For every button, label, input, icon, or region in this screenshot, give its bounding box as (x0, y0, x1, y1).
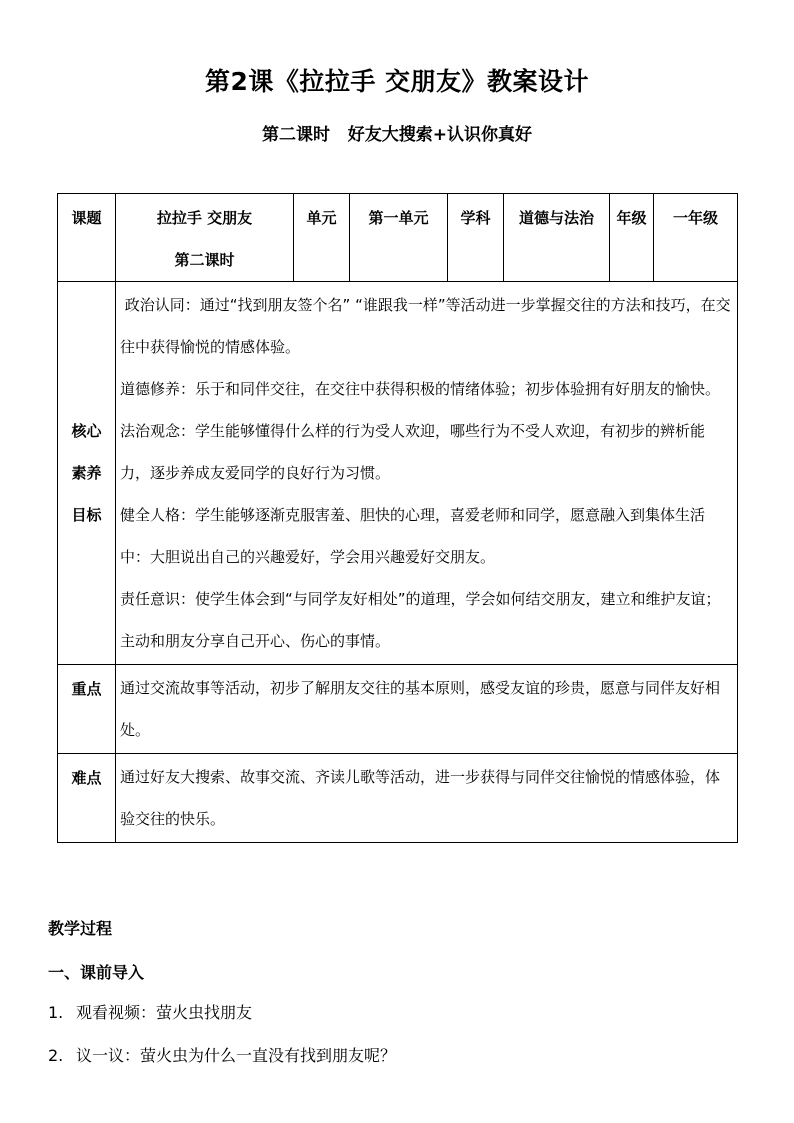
key-point-label: 重点 (58, 665, 116, 754)
core-paragraph-moral: 道德修养：乐于和同伴交往，在交往中获得积极的情绪体验；初步体验拥有好朋友的愉快。 (120, 380, 721, 398)
grade-value: 一年级 (654, 194, 738, 282)
core-label (58, 282, 116, 665)
page-subtitle: 第二课时 好友大搜索+认识你真好 (262, 125, 532, 145)
difficulty-text: 通过好友大搜索、故事交流、齐读儿歌等活动，进一步获得与同伴交往愉悦的情感体验，体验交往的快乐。 (116, 754, 738, 843)
section-intro-heading: 一、课前导入 (48, 963, 145, 982)
key-point-text: 通过交流故事等活动，初步了解朋友交往的基本原则，感受友谊的珍贵，愿意与同伴友好相处。 (116, 665, 738, 754)
step-item (48, 1043, 396, 1066)
lesson-cell (116, 194, 294, 282)
unit-label: 单元 (294, 194, 350, 282)
step-number: 1. (48, 1003, 64, 1022)
core-paragraph-political: 政治认同：通过“找到朋友签个名” “谁跟我一样”等活动进一步掌握交往的方法和技巧，在交往中获得愉悦的情感体验。 (120, 296, 731, 356)
step-number: 2. (48, 1046, 64, 1065)
grade-label: 年级 (610, 194, 654, 282)
subject-label: 学科 (448, 194, 504, 282)
topic-label: 课题 (58, 194, 116, 282)
lesson-period: 第二课时 (174, 251, 235, 269)
unit-value: 第一单元 (350, 194, 448, 282)
step-text: 观看视频：萤火虫找朋友 (76, 1003, 253, 1022)
subject-value: 道德与法治 (504, 194, 610, 282)
process-heading: 教学过程 (48, 919, 113, 938)
core-content (116, 282, 738, 665)
header-row (58, 194, 738, 282)
step-item (48, 1000, 252, 1023)
lesson-plan-table (57, 193, 738, 843)
core-label-line-3: 目标 (71, 506, 102, 524)
core-label-line-2: 素养 (71, 464, 102, 482)
lesson-name: 拉拉手 交朋友 (156, 209, 253, 227)
core-label-line-1: 核心 (71, 422, 102, 440)
step-text: 议一议：萤火虫为什么一直没有找到朋友呢？ (76, 1046, 397, 1065)
core-paragraph-responsibility: 责任意识：使学生体会到“与同学友好相处”的道理，学会如何结交朋友，建立和维护友谊；主动和朋友分享自己开心、伤心的事情。 (120, 590, 721, 650)
key-point-row (58, 665, 738, 754)
core-paragraph-law: 法治观念：学生能够懂得什么样的行为受人欢迎，哪些行为不受人欢迎，有初步的辨析能力，逐步养成友爱同学的良好行为习惯。 (120, 422, 706, 482)
page-title: 第2课《拉拉手 交朋友》教案设计 (204, 67, 590, 96)
core-paragraph-personality: 健全人格：学生能够逐渐克服害羞、胆快的心理，喜爱老师和同学，愿意融入到集体生活中：大胆说出自己的兴趣爱好，学会用兴趣爱好交朋友。 (120, 506, 706, 566)
core-row (58, 282, 738, 665)
difficulty-label: 难点 (58, 754, 116, 843)
difficulty-row (58, 754, 738, 843)
